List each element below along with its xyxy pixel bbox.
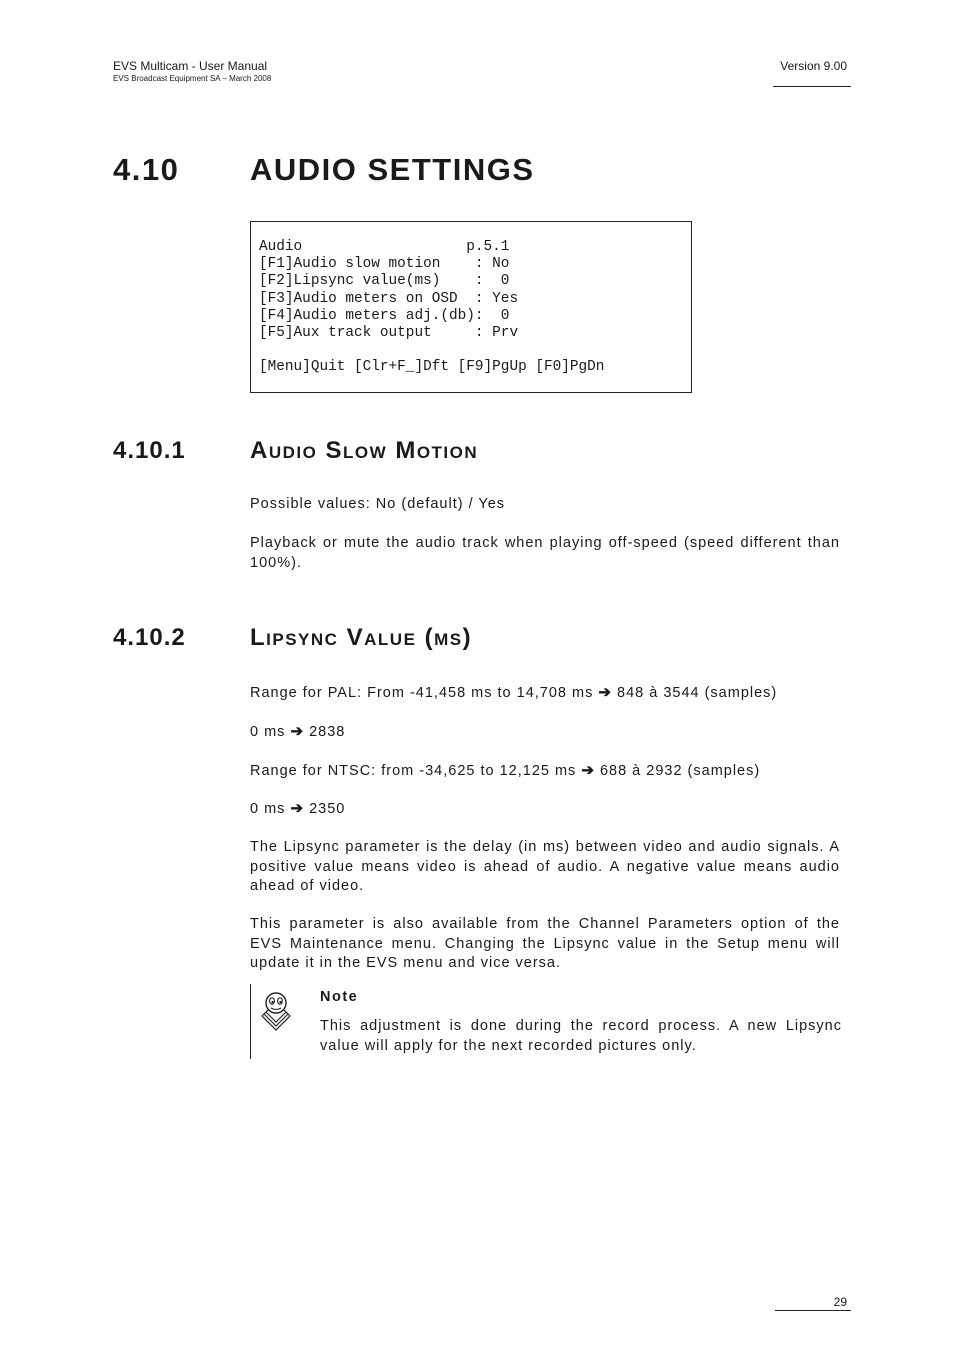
section-number: 4.10 xyxy=(113,152,180,187)
screen-line: [F1]Audio slow motion : No xyxy=(259,256,510,273)
ntsc-zero-text: 0 ms xyxy=(250,801,286,817)
slow-motion-description: Playback or mute the audio track when playing off-speed (speed different than 100%). xyxy=(250,535,840,571)
arrow-right-icon: ➔ xyxy=(290,723,305,740)
screen-line: [F5]Aux track output : Prv xyxy=(259,325,519,342)
arrow-right-icon: ➔ xyxy=(598,684,612,701)
lipsync-definition: The Lipsync parameter is the delay (in ms) between video and audio signals. A positive value means video is ahead of audio. A negative value means audio ahead of video. xyxy=(250,839,840,894)
note-icon xyxy=(258,990,294,1032)
header-divider xyxy=(773,86,851,87)
screen-line: [F4]Audio meters adj.(db): 0 xyxy=(259,307,510,324)
ntsc-range-line xyxy=(250,761,840,782)
ntsc-samples-text: 688 à 2932 (samples) xyxy=(599,763,761,779)
publisher-date: EVS Broadcast Equipment SA – March 2008 xyxy=(113,74,272,83)
lipsync-availability: This parameter is also available from the Channel Parameters option of the EVS Maintenance menu. Changing the Lipsync value in the Setup menu will update it in the EVS menu and vice versa. xyxy=(250,916,840,971)
note-title: Note xyxy=(320,989,359,1005)
arrow-right-icon: ➔ xyxy=(290,800,305,817)
screen-line: [F2]Lipsync value(ms) : 0 xyxy=(259,273,510,290)
screen-line: [F3]Audio meters on OSD : Yes xyxy=(259,290,519,307)
pal-zero-text: 0 ms xyxy=(250,724,286,740)
subsection-heading-lipsync-value xyxy=(113,624,472,652)
pal-samples-text: 848 à 3544 (samples) xyxy=(617,685,778,701)
ntsc-zero-value: 2350 xyxy=(309,801,346,817)
note-bar xyxy=(250,984,251,1059)
version-label: Version 9.00 xyxy=(780,59,847,73)
screen-line: Audio p.5.1 xyxy=(259,239,510,255)
section-heading xyxy=(113,152,535,188)
ntsc-zero-line xyxy=(250,799,840,820)
arrow-right-icon: ➔ xyxy=(581,762,595,779)
possible-values: Possible values: No (default) / Yes xyxy=(250,496,506,512)
manual-title: EVS Multicam - User Manual xyxy=(113,59,268,73)
pal-range-line xyxy=(250,683,840,704)
pal-zero-value: 2838 xyxy=(309,724,346,740)
setup-menu-screen xyxy=(250,221,692,393)
pal-zero-line xyxy=(250,722,840,743)
page-number: 29 xyxy=(833,1295,847,1309)
screen-line: [Menu]Quit [Clr+F_]Dft [F9]PgUp [F0]PgDn xyxy=(259,359,605,376)
note-body: This adjustment is done during the record process. A new Lipsync value will apply for the next recorded pictures only. xyxy=(320,1018,842,1054)
subsection-heading-audio-slow-motion xyxy=(113,437,478,465)
ntsc-range-text: Range for NTSC: from -34,625 to 12,125 ms xyxy=(250,763,577,779)
subsection-title: Audio Slow Motion xyxy=(250,437,479,464)
subsection-title: Lipsync Value (ms) xyxy=(250,624,473,651)
pal-range-text: Range for PAL: From -41,458 ms to 14,708 ms xyxy=(250,685,594,701)
footer-divider xyxy=(775,1310,851,1311)
section-title: AUDIO SETTINGS xyxy=(250,152,535,187)
screen-line xyxy=(259,342,691,359)
subsection-number: 4.10.2 xyxy=(113,624,186,651)
subsection-number: 4.10.1 xyxy=(113,437,186,464)
